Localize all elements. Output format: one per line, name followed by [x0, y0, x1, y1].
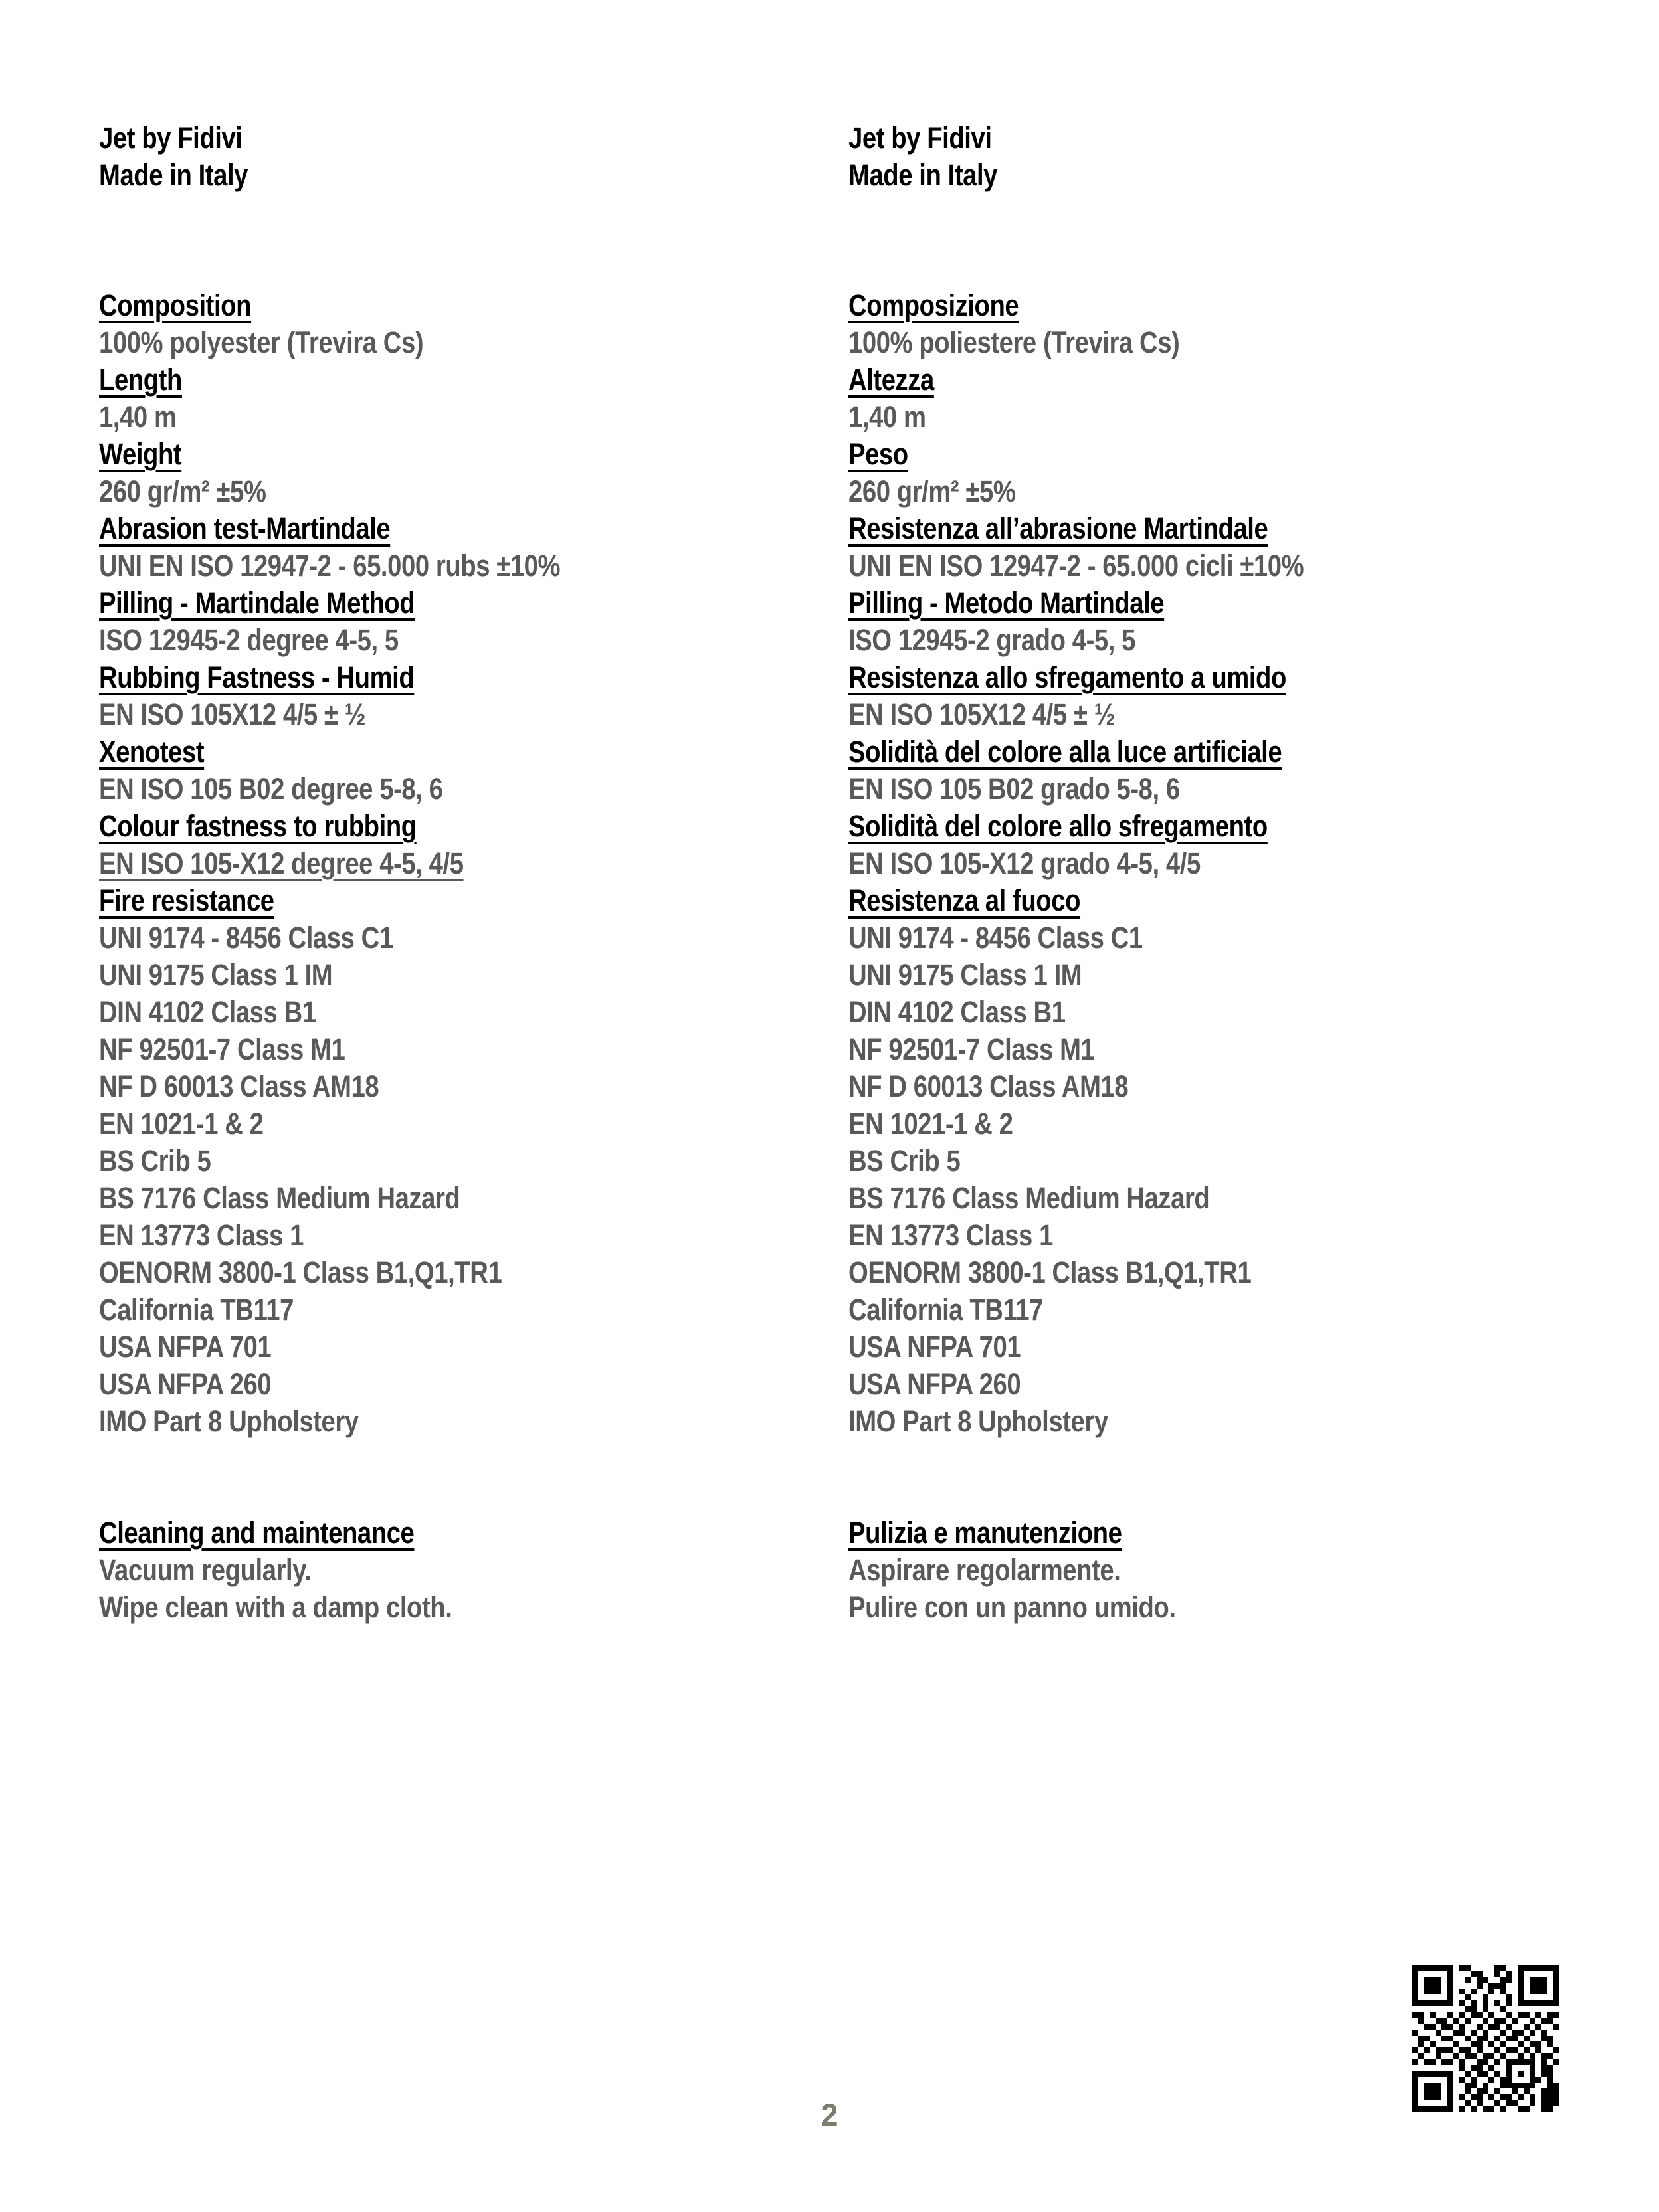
section-heading: Weight: [99, 437, 182, 471]
qr-code: [1412, 1965, 1559, 2112]
section-value: EN 1021-1 & 2: [99, 1107, 264, 1141]
section-value: EN ISO 105-X12 degree 4-5, 4/5: [99, 846, 464, 880]
section-value: EN 1021-1 & 2: [848, 1107, 1013, 1141]
section-heading: Fire resistance: [99, 883, 274, 917]
section-value: DIN 4102 Class B1: [99, 995, 316, 1029]
section-value: BS 7176 Class Medium Hazard: [99, 1181, 460, 1215]
section-heading: Pilling - Martindale Method: [99, 586, 415, 620]
section-heading: Composizione: [848, 288, 1019, 322]
section-value: UNI EN ISO 12947-2 - 65.000 cicli ±10%: [848, 549, 1304, 583]
section-value: EN ISO 105 B02 grado 5-8, 6: [848, 772, 1180, 806]
made-in-italy: Made in Italy: [848, 158, 998, 192]
line-spacer: [848, 1440, 1555, 1477]
section-value: NF 92501-7 Class M1: [848, 1032, 1095, 1066]
section-value: EN ISO 105X12 4/5 ± ½: [848, 697, 1116, 731]
page-number: 2: [821, 2097, 838, 2132]
section-heading: Altezza: [848, 363, 934, 397]
section-value: 1,40 m: [99, 400, 177, 434]
section-heading: Pilling - Metodo Martindale: [848, 586, 1165, 620]
section-value: Wipe clean with a damp cloth.: [99, 1590, 452, 1624]
section-value: 100% polyester (Trevira Cs): [99, 325, 424, 359]
section-value: USA NFPA 701: [848, 1330, 1021, 1364]
section-value: 260 gr/m² ±5%: [99, 474, 266, 508]
section-value: NF 92501-7 Class M1: [99, 1032, 345, 1066]
section-value: IMO Part 8 Upholstery: [848, 1404, 1108, 1438]
section-heading: Solidità del colore allo sfregamento: [848, 809, 1268, 843]
section-heading: Rubbing Fastness - Humid: [99, 660, 415, 694]
header-spacer: [99, 194, 805, 287]
section-value: EN ISO 105-X12 grado 4-5, 4/5: [848, 846, 1201, 880]
section-value: ISO 12945-2 grado 4-5, 5: [848, 623, 1136, 657]
section-value: NF D 60013 Class AM18: [848, 1069, 1129, 1103]
section-value: UNI 9175 Class 1 IM: [99, 958, 333, 992]
section-value: California TB117: [848, 1293, 1043, 1327]
section-heading: Colour fastness to rubbing: [99, 809, 417, 843]
section-heading: Resistenza allo sfregamento a umido: [848, 660, 1286, 694]
section-value: EN ISO 105X12 4/5 ± ½: [99, 697, 366, 731]
section-heading: Resistenza al fuoco: [848, 883, 1081, 917]
section-value: ISO 12945-2 degree 4-5, 5: [99, 623, 399, 657]
section-value: UNI EN ISO 12947-2 - 65.000 rubs ±10%: [99, 549, 561, 583]
section-value: EN ISO 105 B02 degree 5-8, 6: [99, 772, 443, 806]
header-spacer: [848, 194, 1555, 287]
section-value: OENORM 3800-1 Class B1,Q1,TR1: [99, 1255, 502, 1289]
section-value: 1,40 m: [848, 400, 926, 434]
column-english: [99, 120, 805, 1626]
section-heading: Xenotest: [99, 735, 205, 769]
section-value: UNI 9174 - 8456 Class C1: [99, 921, 393, 955]
section-heading: Solidità del colore alla luce artificiale: [848, 735, 1282, 769]
section-value: BS Crib 5: [99, 1144, 211, 1178]
section-heading: Composition: [99, 288, 252, 322]
section-value: DIN 4102 Class B1: [848, 995, 1066, 1029]
section-heading: Abrasion test-Martindale: [99, 511, 391, 545]
line-spacer: [99, 1440, 805, 1477]
line-spacer: [99, 1477, 805, 1515]
section-heading: Peso: [848, 437, 908, 471]
section-value: Pulire con un panno umido.: [848, 1590, 1176, 1624]
section-heading: Cleaning and maintenance: [99, 1516, 415, 1550]
section-value: EN 13773 Class 1: [99, 1218, 304, 1252]
line-spacer: [848, 1477, 1555, 1515]
brand-name: Jet by Fidivi: [848, 121, 992, 155]
section-value: BS 7176 Class Medium Hazard: [848, 1181, 1210, 1215]
section-value: IMO Part 8 Upholstery: [99, 1404, 359, 1438]
section-value: USA NFPA 260: [848, 1367, 1021, 1401]
made-in-italy: Made in Italy: [99, 158, 248, 192]
section-value: 260 gr/m² ±5%: [848, 474, 1016, 508]
section-value: BS Crib 5: [848, 1144, 961, 1178]
section-value: EN 13773 Class 1: [848, 1218, 1053, 1252]
section-value: Vacuum regularly.: [99, 1553, 312, 1587]
column-italian: [848, 120, 1555, 1626]
section-value: UNI 9174 - 8456 Class C1: [848, 921, 1143, 955]
section-value: UNI 9175 Class 1 IM: [848, 958, 1082, 992]
section-value: California TB117: [99, 1293, 294, 1327]
section-heading: Resistenza all’abrasione Martindale: [848, 511, 1268, 545]
section-value: Aspirare regolarmente.: [848, 1553, 1121, 1587]
section-heading: Pulizia e manutenzione: [848, 1516, 1122, 1550]
section-value: USA NFPA 701: [99, 1330, 272, 1364]
section-heading: Length: [99, 363, 182, 397]
section-value: NF D 60013 Class AM18: [99, 1069, 379, 1103]
section-value: OENORM 3800-1 Class B1,Q1,TR1: [848, 1255, 1252, 1289]
section-value: USA NFPA 260: [99, 1367, 272, 1401]
section-value: 100% poliestere (Trevira Cs): [848, 325, 1180, 359]
brand-name: Jet by Fidivi: [99, 121, 243, 155]
